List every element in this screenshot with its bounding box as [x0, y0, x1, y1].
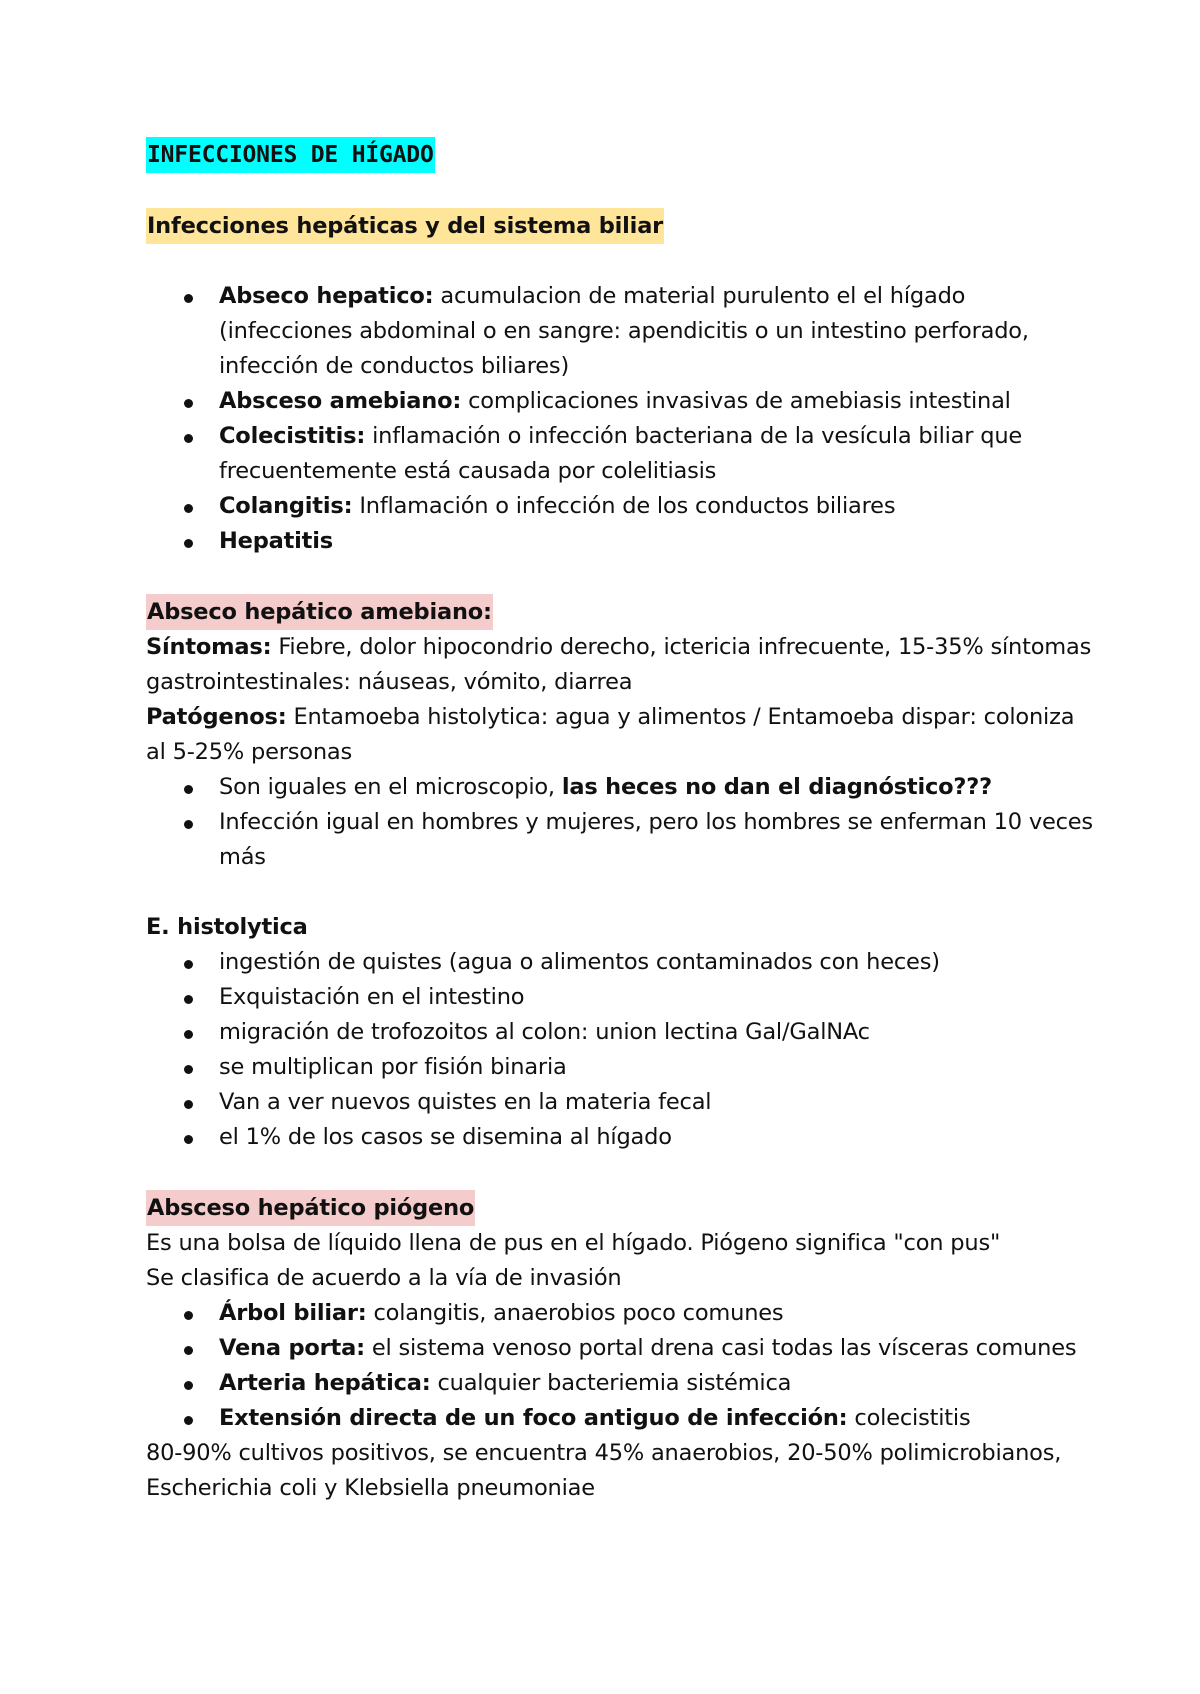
piogeno-closing: 80-90% cultivos positivos, se encuentra 45% anaerobios, 20-50% polimicrobianos, Escherichia coli y Klebsiella pneumoniae: [146, 1440, 1062, 1501]
list-item: Infección igual en hombres y mujeres, pero los hombres se enferman 10 veces más: [146, 805, 1096, 875]
document-page: [146, 137, 1096, 1506]
histolytica-list: [146, 945, 1096, 1155]
bullet-icon: [184, 1135, 193, 1144]
amebiano-heading-line: [146, 594, 1096, 630]
bullet-icon: [184, 1065, 193, 1074]
bullet-icon: [184, 1346, 193, 1355]
bullet-icon: [184, 995, 193, 1004]
list-item: se multiplican por fisión binaria: [146, 1050, 1096, 1085]
section-heading: E. histolytica: [146, 914, 308, 940]
bullet-icon: [184, 539, 193, 548]
title-line: [146, 137, 1096, 173]
bullet-icon: [184, 1381, 193, 1390]
bullet-icon: [184, 1030, 193, 1039]
list-item: Son iguales en el microscopio, las heces no dan el diagnóstico???: [146, 770, 1096, 805]
list-item: Abseco hepatico: acumulacion de material purulento el el hígado (infecciones abdominal o en sangre: apendicitis o un intestino perforado, infección de conductos biliares): [146, 279, 1096, 384]
intro-list: [146, 279, 1096, 559]
bullet-icon: [184, 1311, 193, 1320]
piogeno-line2: Se clasifica de acuerdo a la vía de invasión: [146, 1265, 622, 1291]
piogeno-line1: Es una bolsa de líquido llena de pus en el hígado. Piógeno significa "con pus": [146, 1230, 1001, 1256]
piogeno-list: [146, 1296, 1096, 1436]
bullet-icon: [184, 960, 193, 969]
list-item: migración de trofozoitos al colon: union lectina Gal/GalNAc: [146, 1015, 1096, 1050]
list-item: Hepatitis: [146, 524, 1096, 559]
list-item: Van a ver nuevos quistes en la materia fecal: [146, 1085, 1096, 1120]
list-item: Vena porta: el sistema venoso portal drena casi todas las vísceras comunes: [146, 1331, 1096, 1366]
list-item: Árbol biliar: colangitis, anaerobios poco comunes: [146, 1296, 1096, 1331]
section-heading: Absceso hepático piógeno: [146, 1190, 475, 1226]
sintomas-paragraph: Síntomas: Fiebre, dolor hipocondrio derecho, ictericia infrecuente, 15-35% síntomas gastrointestinales: náuseas, vómito, diarrea: [146, 634, 1092, 695]
page-title: INFECCIONES DE HÍGADO: [146, 137, 435, 173]
patogenos-paragraph: Patógenos: Entamoeba histolytica: agua y alimentos / Entamoeba dispar: coloniza al 5-25% personas: [146, 704, 1075, 765]
bullet-icon: [184, 294, 193, 303]
piogeno-heading-line: [146, 1190, 1096, 1226]
amebiano-list: [146, 770, 1096, 875]
histolytica-heading-line: [146, 910, 1096, 945]
section-subtitle: Infecciones hepáticas y del sistema biliar: [146, 208, 664, 244]
bullet-icon: [184, 1416, 193, 1425]
list-item: Arteria hepática: cualquier bacteriemia sistémica: [146, 1366, 1096, 1401]
bullet-icon: [184, 399, 193, 408]
list-item: Extensión directa de un foco antiguo de infección: colecistitis: [146, 1401, 1096, 1436]
list-item: Absceso amebiano: complicaciones invasivas de amebiasis intestinal: [146, 384, 1096, 419]
list-item: Colecistitis: inflamación o infección bacteriana de la vesícula biliar que frecuentemente está causada por colelitiasis: [146, 419, 1096, 489]
list-item: el 1% de los casos se disemina al hígado: [146, 1120, 1096, 1155]
section-heading: Abseco hepático amebiano:: [146, 594, 493, 630]
bullet-icon: [184, 820, 193, 829]
list-item: ingestión de quistes (agua o alimentos contaminados con heces): [146, 945, 1096, 980]
subtitle-line: [146, 208, 1096, 244]
list-item: Colangitis: Inflamación o infección de los conductos biliares: [146, 489, 1096, 524]
bullet-icon: [184, 785, 193, 794]
bullet-icon: [184, 1100, 193, 1109]
list-item: Exquistación en el intestino: [146, 980, 1096, 1015]
bullet-icon: [184, 434, 193, 443]
bullet-icon: [184, 504, 193, 513]
